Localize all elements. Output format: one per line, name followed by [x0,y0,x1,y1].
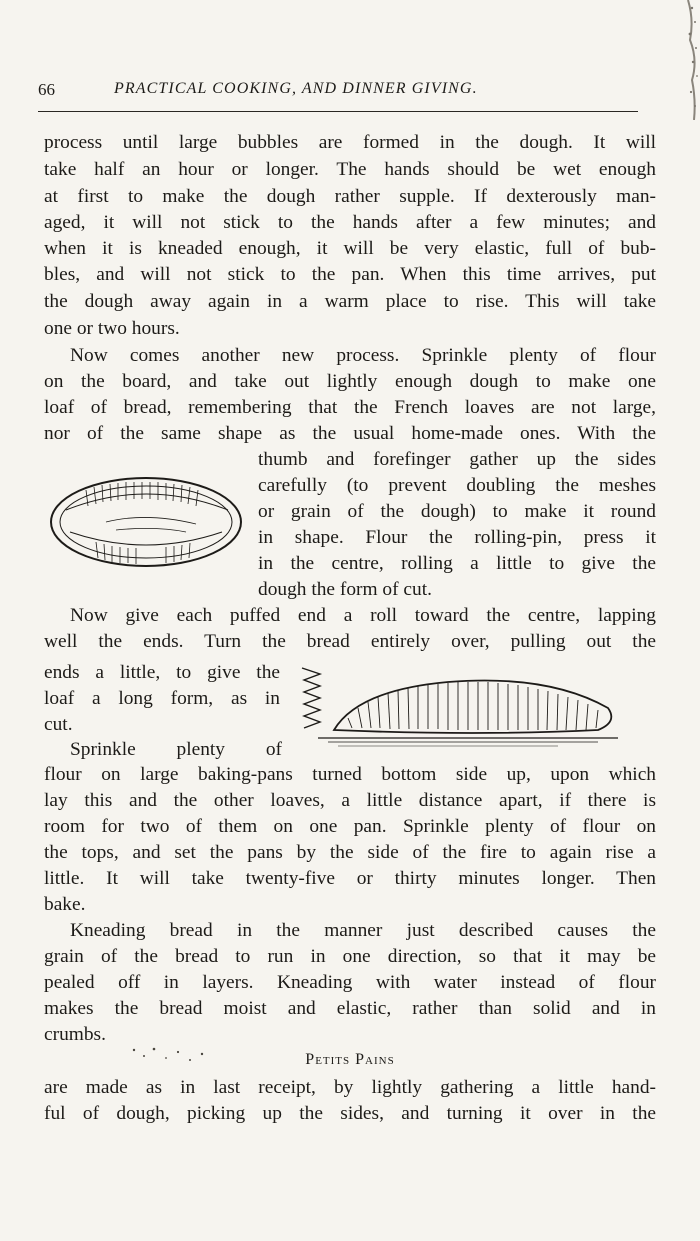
text-line: dough the form of cut. [258,579,432,600]
text-line: nor of the same shape as the usual home-made ones. With the [44,423,656,444]
text-line: grain of the bread to run in one direction, so that it may be [44,946,656,967]
text-line: makes the bread moist and elastic, rather than solid and in [44,998,656,1019]
text-line: on the board, and take out lightly enough dough to make one [44,371,656,392]
text-line: the tops, and set the pans by the side of the fire to again rise a [44,842,656,863]
text-line: loaf a long form, as in [44,688,280,709]
text-line: in the centre, rolling a little to give the [258,553,656,574]
text-line: Kneading bread in the manner just described causes the [70,920,656,941]
running-title: PRACTICAL COOKING, AND DINNER GIVING. [114,80,478,97]
page-header [38,80,638,104]
text-line: pealed off in layers. Kneading with water instead of flour [44,972,656,993]
text-line: flour on large baking-pans turned bottom side up, upon which [44,764,656,785]
long-loaf-illustration [298,660,632,756]
text-line: crumbs. [44,1024,106,1045]
round-loaf-illustration [46,470,246,578]
text-line: at first to make the dough rather supple. If dexterously man- [44,186,656,207]
page-edge-wear [668,0,700,120]
text-line: in shape. Flour the rolling-pin, press it [258,527,656,548]
text-line: loaf of bread, remembering that the French loaves are not large, [44,397,656,418]
text-line: bake. [44,894,86,915]
text-line: the dough away again in a warm place to rise. This will take [44,291,656,312]
text-line: or grain of the dough) to make it round [258,501,656,522]
text-line: well the ends. Turn the bread entirely over, pulling out the [44,631,656,652]
text-line: ful of dough, picking up the sides, and turning it over in the [44,1103,656,1124]
text-line: are made as in last receipt, by lightly gathering a little hand- [44,1077,656,1098]
text-line: lay this and the other loaves, a little distance apart, if there is [44,790,656,811]
ink-specks [130,1044,220,1070]
text-line: one or two hours. [44,318,180,339]
text-line: aged, it will not stick to the hands after a few minutes; and [44,212,656,233]
text-line: Sprinkle plenty of [70,739,282,760]
section-heading: Petits Pains [305,1051,395,1068]
text-line: when it is kneaded enough, it will be very elastic, full of bub- [44,238,656,259]
text-line: little. It will take twenty-five or thirty minutes longer. Then [44,868,656,889]
text-line: room for two of them on one pan. Sprinkle plenty of flour on [44,816,656,837]
text-line: carefully (to prevent doubling the meshes [258,475,656,496]
text-line: cut. [44,714,73,735]
text-line: Now comes another new process. Sprinkle plenty of flour [70,345,656,366]
text-line: Now give each puffed end a roll toward the centre, lapping [70,605,656,626]
header-rule [38,111,638,112]
page-number: 66 [38,80,55,99]
text-line: ends a little, to give the [44,662,280,683]
text-line: process until large bubbles are formed in the dough. It will [44,132,656,153]
text-line: take half an hour or longer. The hands should be wet enough [44,159,656,180]
text-line: thumb and forefinger gather up the sides [258,449,656,470]
text-line: bles, and will not stick to the pan. When this time arrives, put [44,264,656,285]
